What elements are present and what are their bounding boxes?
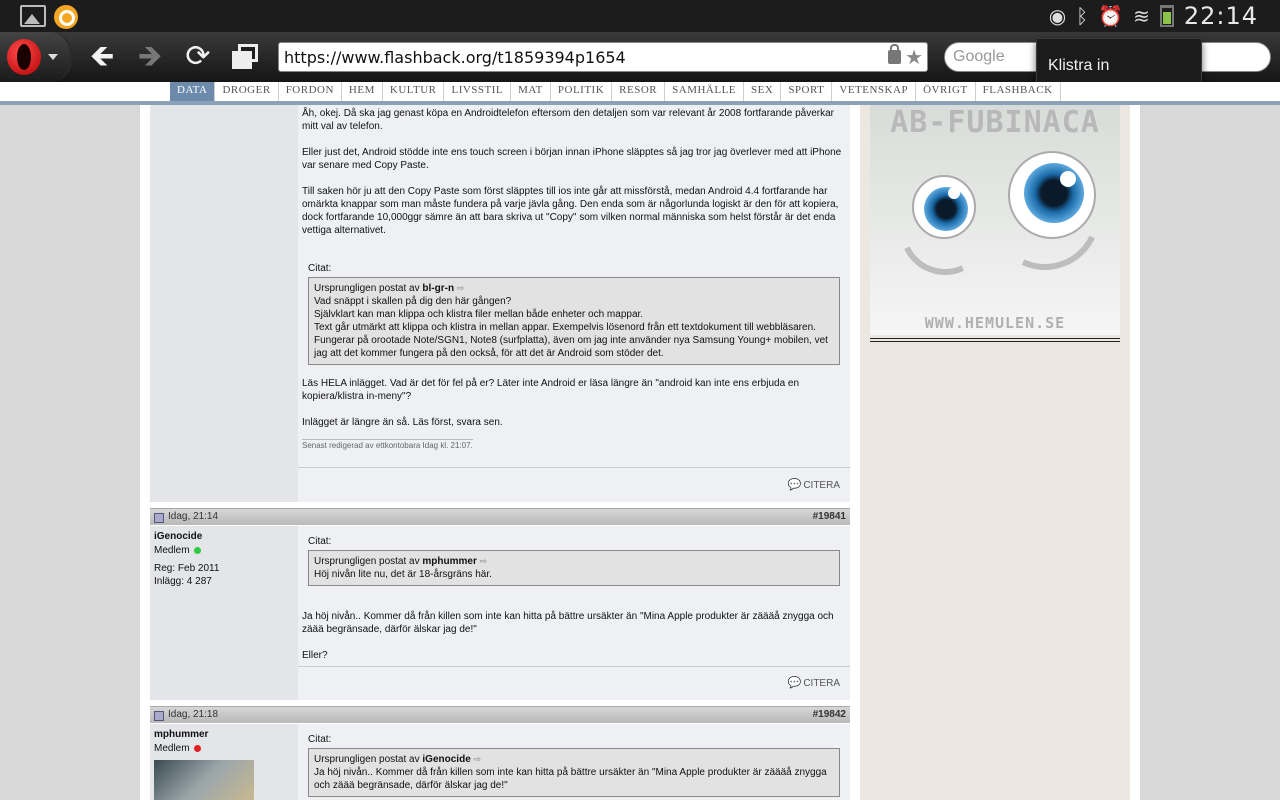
category-11[interactable]: SPORT (781, 82, 832, 102)
quote-line: Text går utmärkt att klippa och klistra in mellan appar. Exempelvis lösenord från ett textdokument till webbläsaren. (314, 322, 816, 333)
goto-post-icon[interactable]: ⇨ (479, 556, 488, 566)
tabs-icon (232, 44, 258, 70)
bluetooth-icon: ᛒ (1076, 4, 1089, 28)
quote-line: Fungerar på orootade Note/SGN1, Note8 (surfplatta), även om jag inte använder nya Samsung Young+ mobilen, vet jag att det kommer fungera på den också, för att det är Android som stöder det. (314, 335, 828, 359)
post-paragraph: Åh, okej. Då ska jag genast köpa en Androidtelefon eftersom den detaljen som var relevant år 2008 fortfarande påverkar mitt val av telefon. (302, 108, 834, 132)
post-body (298, 526, 850, 700)
quote-line: Ja höj nivån.. Kommer då från killen som inte kan hitta på bättre ursäkter än "Mina Apple produkter är zäääå znygga och zäää begränsade, därför älskar jag de!" (314, 767, 827, 791)
category-4[interactable]: KULTUR (383, 82, 445, 102)
opera-logo-icon (7, 39, 41, 75)
quote-block (308, 263, 840, 365)
speech-bubble-icon: 💬 (787, 478, 802, 491)
quote-label: Citat: (308, 536, 332, 547)
user-role-label: Medlem (154, 545, 190, 556)
post-header (150, 508, 850, 525)
post-userinfo (150, 526, 298, 700)
goto-post-icon[interactable]: ⇨ (473, 754, 482, 764)
user-role-label: Medlem (154, 743, 190, 754)
quote-button-label: CITERA (803, 480, 840, 491)
category-0[interactable]: DATA (170, 82, 215, 102)
reload-button[interactable]: ⟳ (185, 39, 211, 74)
quote-prefix: Ursprungligen postat av (314, 283, 420, 294)
post-paragraph: Till saken hör ju att den Copy Paste som först släpptes till ios inte går att missförstå, medan Android 4.4 fortfarande har omärkta knappar som man måste fundera på varje jävla gång. Den enda som är någorlunda logiskt är den för att kopiera, dock fortfarande 10,000ggr sämre än att bara skriva ut "Copy" som vilken normal människa som helst förstår är det enda vettiga alternativet. (302, 186, 839, 236)
paste-menu-item[interactable]: Klistra in (1048, 57, 1110, 74)
search-placeholder: Google (953, 48, 1005, 65)
category-13[interactable]: ÖVRIGT (916, 82, 976, 102)
category-3[interactable]: HEM (342, 82, 383, 102)
forward-button[interactable]: 🡺 (137, 39, 163, 74)
quote-author[interactable]: mphummer (422, 556, 477, 567)
eye-icon: ◉ (1048, 4, 1067, 28)
battery-icon (1160, 5, 1174, 27)
category-6[interactable]: MAT (511, 82, 551, 102)
post-paragraph: Inlägget är längre än så. Läs först, svara sen. (302, 417, 503, 428)
address-bar[interactable] (278, 42, 928, 72)
back-button[interactable]: 🡸 (89, 39, 115, 74)
username[interactable]: mphummer (154, 729, 209, 740)
post-status-icon (154, 711, 164, 721)
bookmark-star-icon[interactable]: ★ (905, 45, 923, 69)
post-paragraph: Ja höj nivån.. Kommer då från killen som inte kan hitta på bättre ursäkter än "Mina Apple produkter är zäääå znygga och zäää begränsade, därför älskar jag de!" (302, 611, 834, 635)
quote-author[interactable]: iGenocide (422, 754, 471, 765)
category-9[interactable]: SAMHÄLLE (665, 82, 744, 102)
ad-rule (870, 338, 1120, 342)
post-paragraph: Läs HELA inlägget. Vad är det för fel på er? Läter inte Android er läsa längre än "android kan inte ens erbjuda en kopiera/klistra in-meny"? (302, 378, 800, 402)
offline-status-icon (194, 745, 201, 752)
address-text[interactable]: https://www.flashback.org/t1859394p1654 (284, 48, 626, 67)
post-header (150, 706, 850, 723)
category-2[interactable]: FORDON (279, 82, 342, 102)
category-1[interactable]: DROGER (215, 82, 278, 102)
user-post-count: Inlägg: 4 287 (154, 576, 212, 587)
category-10[interactable]: SEX (744, 82, 781, 102)
quote-block (308, 734, 840, 797)
quote-line: Vad snäppt i skallen på dig den här gången? (314, 296, 512, 307)
post-body (298, 105, 850, 502)
quote-button[interactable] (788, 676, 840, 689)
sidebar (860, 105, 1130, 800)
post-message (298, 598, 850, 662)
user-stats (154, 562, 294, 588)
post-number[interactable]: #19842 (812, 709, 846, 720)
avatar[interactable] (154, 760, 254, 800)
quote-button[interactable] (788, 478, 840, 491)
username[interactable]: iGenocide (154, 531, 203, 542)
post-paragraph: Eller? (302, 650, 328, 661)
category-12[interactable]: VETENSKAP (832, 82, 916, 102)
post-message (298, 377, 850, 429)
user-reg-date: Reg: Feb 2011 (154, 563, 220, 574)
post-body (298, 724, 850, 800)
quote-block (308, 536, 840, 586)
alarm-icon: ⏰ (1098, 4, 1124, 28)
divider (298, 666, 850, 667)
status-bar (0, 0, 1280, 32)
quote-prefix: Ursprungligen postat av (314, 556, 420, 567)
ad-title: AB-FUBINACA (890, 105, 1100, 140)
post-userinfo (150, 105, 298, 502)
quote-button-label: CITERA (803, 678, 840, 689)
divider (298, 467, 850, 468)
post-number[interactable]: #19841 (812, 511, 846, 522)
quote-label: Citat: (308, 734, 332, 745)
post-message (298, 105, 850, 237)
cartoon-eye-icon (1008, 151, 1096, 239)
quote-author[interactable]: bl-gr-n (422, 283, 455, 294)
goto-post-icon[interactable]: ⇨ (456, 283, 465, 293)
category-14[interactable]: FLASHBACK (976, 82, 1061, 102)
gallery-icon (20, 5, 46, 27)
quote-box (308, 748, 840, 797)
user-role (154, 743, 294, 754)
quote-line: Höj nivån lite nu, det är 18-årsgräns här. (314, 569, 492, 580)
post-date: Idag, 21:18 (168, 709, 219, 720)
status-clock: 22:14 (1183, 2, 1258, 30)
chevron-down-icon (48, 54, 58, 60)
post-date: Idag, 21:14 (168, 511, 219, 522)
category-8[interactable]: RESOR (612, 82, 665, 102)
online-status-icon (194, 547, 201, 554)
category-nav (0, 82, 1280, 102)
quote-line: Självklart kan man klippa och klistra filer mellan både enheter och mappar. (314, 309, 644, 320)
category-7[interactable]: POLITIK (551, 82, 612, 102)
wifi-icon: ≋ (1133, 4, 1150, 28)
user-role (154, 545, 294, 556)
sidebar-ad[interactable] (870, 105, 1120, 335)
speech-bubble-icon: 💬 (787, 676, 802, 689)
quote-prefix: Ursprungligen postat av (314, 754, 420, 765)
quote-label: Citat: (308, 263, 332, 274)
opera-menu-button[interactable] (0, 32, 72, 82)
app-notification-icon (54, 5, 78, 29)
forum-page (140, 105, 1140, 800)
category-5[interactable]: LIVSSTIL (444, 82, 511, 102)
post-paragraph: Eller just det, Android stödde inte ens touch screen i början innan iPhone släpptes så jag tror jag överlever med att iPhone var senare med Copy Paste. (302, 147, 842, 171)
lock-icon (888, 50, 901, 64)
post-status-icon (154, 513, 164, 523)
post-userinfo (150, 724, 298, 800)
quote-box (308, 277, 840, 365)
ad-url: WWW.HEMULEN.SE (924, 314, 1066, 332)
cartoon-eye-icon (912, 175, 976, 239)
tabs-button[interactable] (228, 40, 264, 74)
edited-note: Senast redigerad av ettkontobara Idag kl. 21:07. (302, 441, 473, 450)
quote-box (308, 550, 840, 586)
